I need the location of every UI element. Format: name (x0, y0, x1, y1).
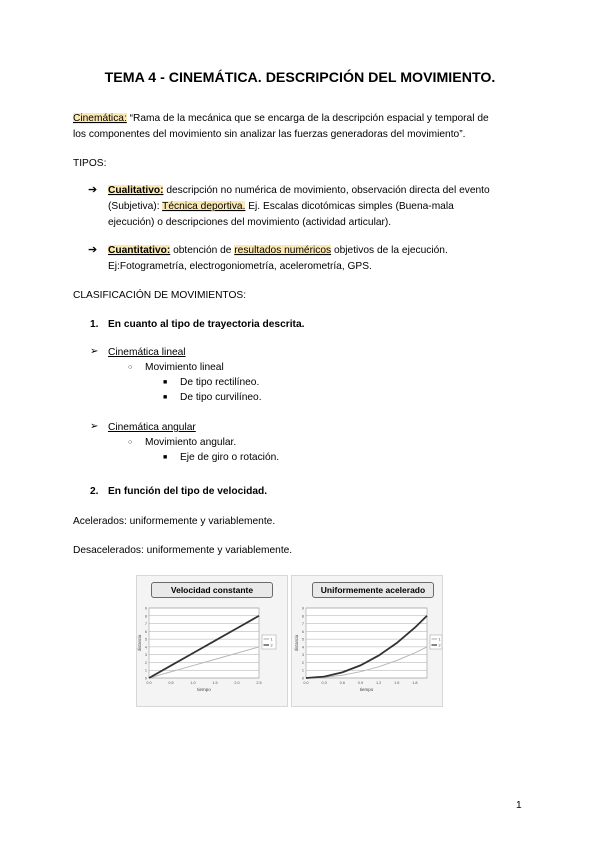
y-tick-label: 8 (144, 614, 147, 619)
cuantitativo-label: Cuantitativo: (108, 245, 171, 256)
page-title: TEMA 4 - CINEMÁTICA. DESCRIPCIÓN DEL MOVIMIENTO. (104, 70, 496, 86)
legend-label-2: 2 (438, 643, 441, 648)
chart-velocidad-constante-panel (136, 575, 288, 707)
x-axis-label: tiempo (359, 687, 374, 692)
chart-title: Velocidad constante (151, 582, 273, 598)
y-tick-label: 4 (301, 645, 304, 650)
x-tick-label: 1.5 (394, 681, 400, 685)
criterio1-text: En cuanto al tipo de trayectoria descrita. (108, 319, 305, 330)
y-tick-label: 2 (301, 660, 304, 665)
movimiento-lineal: Movimiento lineal (145, 362, 224, 373)
legend-box (262, 635, 276, 649)
cualitativo-line1: descripción no numérica de movimiento, observación directa del evento (163, 185, 490, 196)
cuantitativo-highlight: resultados numéricos (234, 245, 332, 256)
desacelerados-text: Desacelerados: uniformemente y variablemente. (73, 545, 293, 556)
x-tick-label: 1.0 (190, 681, 196, 685)
x-tick-label: 1.2 (375, 681, 382, 685)
definition-line1: “Rama de la mecánica que se encarga de la descripción espacial y temporal de (126, 113, 489, 124)
cualitativo-line2-post: Ej. Escalas dicotómicas simples (Buena-mala (245, 201, 454, 212)
x-tick-label: 0.0 (146, 681, 152, 685)
plot-area (149, 608, 259, 678)
lineal-item: De tipo rectilíneo. (180, 377, 260, 388)
y-tick-label: 9 (301, 606, 304, 611)
x-tick-label: 0.3 (321, 681, 327, 685)
arrow-right-icon: ➔ (88, 184, 98, 196)
x-tick-label: 0.9 (357, 681, 364, 685)
criterio2-text: En función del tipo de velocidad. (108, 486, 268, 497)
y-tick-label: 5 (301, 637, 304, 642)
legend-label-1: 1 (270, 637, 273, 642)
legend-label-2: 2 (270, 643, 273, 648)
y-tick-label: 3 (144, 653, 147, 658)
x-tick-label: 2.5 (256, 681, 262, 685)
definition-term: Cinemática: (73, 113, 127, 124)
y-tick-label: 9 (144, 606, 147, 611)
tipo-cuantitativo (108, 243, 528, 275)
x-tick-label: 1.5 (212, 681, 218, 685)
x-tick-label: 2.0 (234, 681, 240, 685)
acelerados-text: Acelerados: uniformemente y variablemente. (73, 516, 276, 527)
movimiento-angular: Movimiento angular. (145, 437, 237, 448)
circle-bullet-icon: ○ (128, 364, 133, 371)
legend-label-1: 1 (438, 637, 441, 642)
cuantitativo-line1-pre: obtención de (170, 245, 235, 256)
x-tick-label: 0.0 (303, 681, 309, 685)
cualitativo-highlight: Técnica deportiva. (162, 201, 246, 212)
y-tick-label: 1 (144, 668, 147, 673)
arrowhead-bullet-icon: ➢ (90, 346, 99, 357)
chart-title: Uniformemente acelerado (312, 582, 434, 598)
clasificacion-heading: CLASIFICACIÓN DE MOVIMIENTOS: (73, 290, 247, 301)
y-tick-label: 5 (144, 637, 147, 642)
y-axis-label: distancia (137, 634, 142, 652)
y-tick-label: 6 (144, 629, 147, 634)
chart-uniformemente-acelerado (292, 576, 442, 706)
tipo-cualitativo (108, 183, 528, 231)
y-tick-label: 7 (144, 622, 147, 627)
arrowhead-bullet-icon: ➢ (90, 421, 99, 432)
lineal-item: De tipo curvilíneo. (180, 392, 262, 403)
y-tick-label: 4 (144, 645, 147, 650)
x-tick-label: 0.5 (168, 681, 174, 685)
x-tick-label: 1.8 (412, 681, 418, 685)
y-tick-label: 1 (301, 668, 304, 673)
square-bullet-icon: ■ (163, 454, 168, 461)
y-tick-label: 0 (301, 676, 304, 681)
definition (73, 111, 528, 143)
y-tick-label: 3 (301, 653, 304, 658)
criterio2-number: 2. (90, 486, 99, 497)
y-tick-label: 6 (301, 629, 304, 634)
angular-item: Eje de giro o rotación. (180, 452, 280, 463)
y-axis-label: distancia (294, 634, 299, 652)
cinematica-lineal: Cinemática lineal (108, 347, 186, 358)
y-tick-label: 7 (301, 622, 304, 627)
cualitativo-label: Cualitativo: (108, 185, 164, 196)
square-bullet-icon: ■ (163, 379, 168, 386)
page-number: 1 (516, 800, 522, 811)
plot-area (306, 608, 427, 678)
chart-uniformemente-acelerado-panel (291, 575, 443, 707)
arrow-right-icon: ➔ (88, 244, 98, 256)
y-tick-label: 2 (144, 660, 147, 665)
tipos-heading: TIPOS: (73, 158, 107, 169)
criterio1-number: 1. (90, 319, 99, 330)
cualitativo-line3: ejecución) o descripciones del movimiento (actividad articular). (108, 217, 392, 228)
cinematica-angular: Cinemática angular (108, 422, 196, 433)
x-tick-label: 0.6 (339, 681, 345, 685)
y-tick-label: 8 (301, 614, 304, 619)
definition-line2: los componentes del movimiento sin analizar las fuerzas generadoras del movimiento”. (73, 129, 466, 140)
cuantitativo-line1-post: objetivos de la ejecución. (331, 245, 448, 256)
y-tick-label: 0 (144, 676, 147, 681)
chart-velocidad-constante (137, 576, 287, 706)
cualitativo-line2-pre: (Subjetiva): (108, 201, 163, 212)
square-bullet-icon: ■ (163, 394, 168, 401)
circle-bullet-icon: ○ (128, 439, 133, 446)
cuantitativo-line2: Ej:Fotogrametría, electrogoniometría, acelerometría, GPS. (108, 261, 372, 272)
x-axis-label: tiempo (197, 687, 211, 692)
